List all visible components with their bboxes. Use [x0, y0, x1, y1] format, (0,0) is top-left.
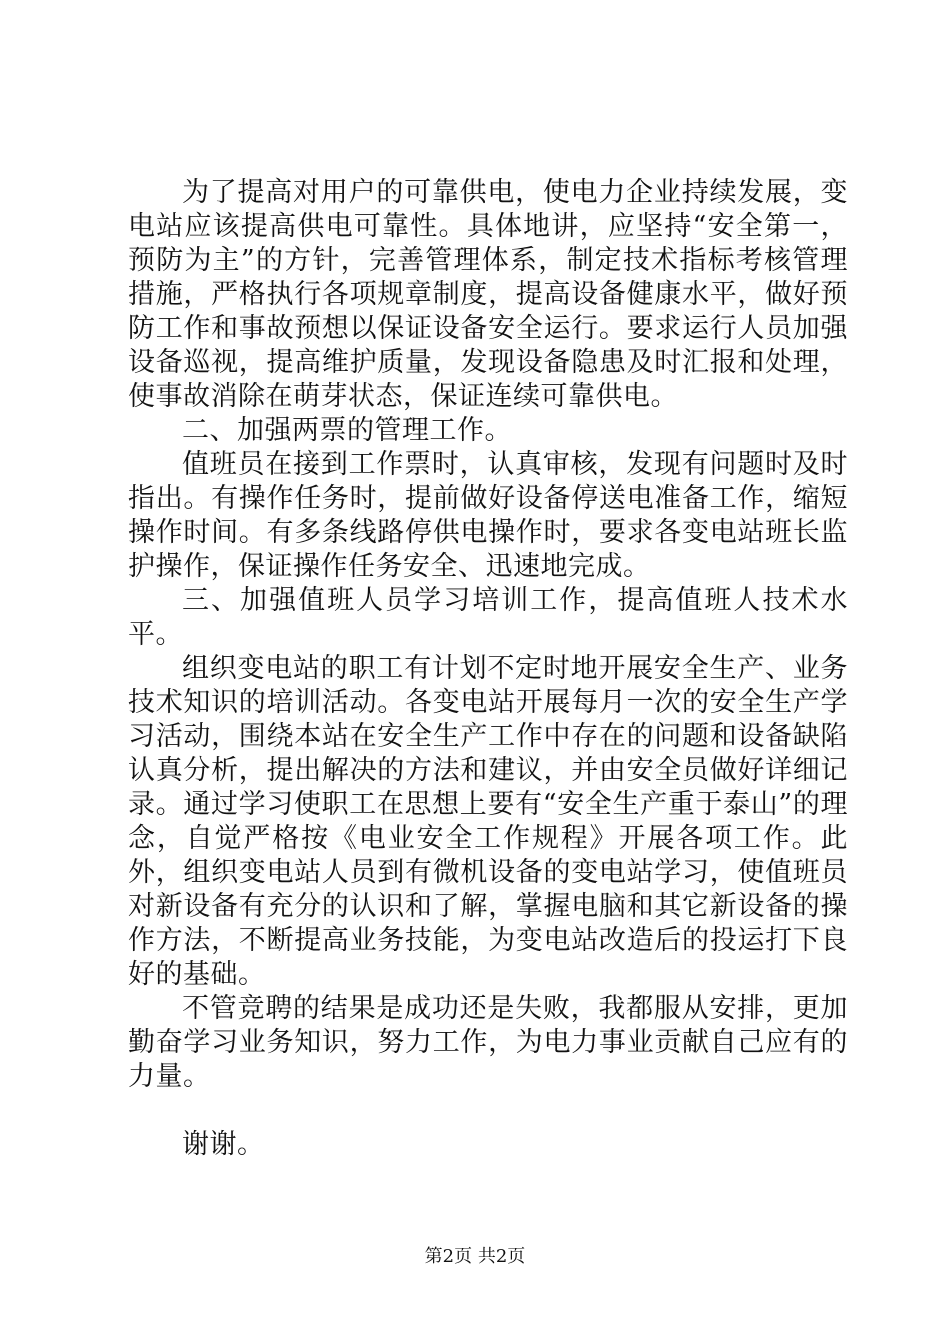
heading-training: 三、加强值班人员学习培训工作，提高值班人技术水平。: [128, 585, 848, 650]
paragraph-reliability: 为了提高对用户的可靠供电，使电力企业持续发展，变电站应该提高供电可靠性。具体地讲，应坚持“安全第一，预防为主”的方针，完善管理体系，制定技术指标考核管理措施，严格执行各项规章制度，提高设备健康水平，做好预防工作和事故预想以保证设备安全运行。要求运行人员加强设备巡视，提高维护质量，发现设备隐患及时汇报和处理，使事故消除在萌芽状态，保证连续可靠供电。: [128, 177, 848, 412]
page-footer: 第2页 共2页: [424, 1246, 526, 1267]
document-body: [128, 176, 848, 1162]
paragraph-training: 组织变电站的职工有计划不定时地开展安全生产、业务技术知识的培训活动。各变电站开展每月一次的安全生产学习活动，围绕本站在安全生产工作中存在的问题和设备缺陷认真分析，提出解决的方法和建议，并由安全员做好详细记录。通过学习使职工在思想上要有“安全生产重于泰山”的理念，自觉严格按《电业安全工作规程》开展各项工作。此外，组织变电站人员到有微机设备的变电站学习，使值班员对新设备有充分的认识和了解，掌握电脑和其它新设备的操作方法，不断提高业务技能，为变电站改造后的投运打下良好的基础。: [128, 653, 848, 990]
heading-two-tickets: 二、加强两票的管理工作。: [182, 415, 512, 446]
closing-thanks: 谢谢。: [182, 1129, 265, 1160]
paragraph-work-tickets: 值班员在接到工作票时，认真审核，发现有问题时及时指出。有操作任务时，提前做好设备停送电准备工作，缩短操作时间。有多条线路停供电操作时，要求各变电站班长监护操作，保证操作任务安全、迅速地完成。: [128, 449, 848, 582]
paragraph-conclusion: 不管竞聘的结果是成功还是失败，我都服从安排，更加勤奋学习业务知识，努力工作，为电力事业贡献自己应有的力量。: [128, 993, 848, 1092]
